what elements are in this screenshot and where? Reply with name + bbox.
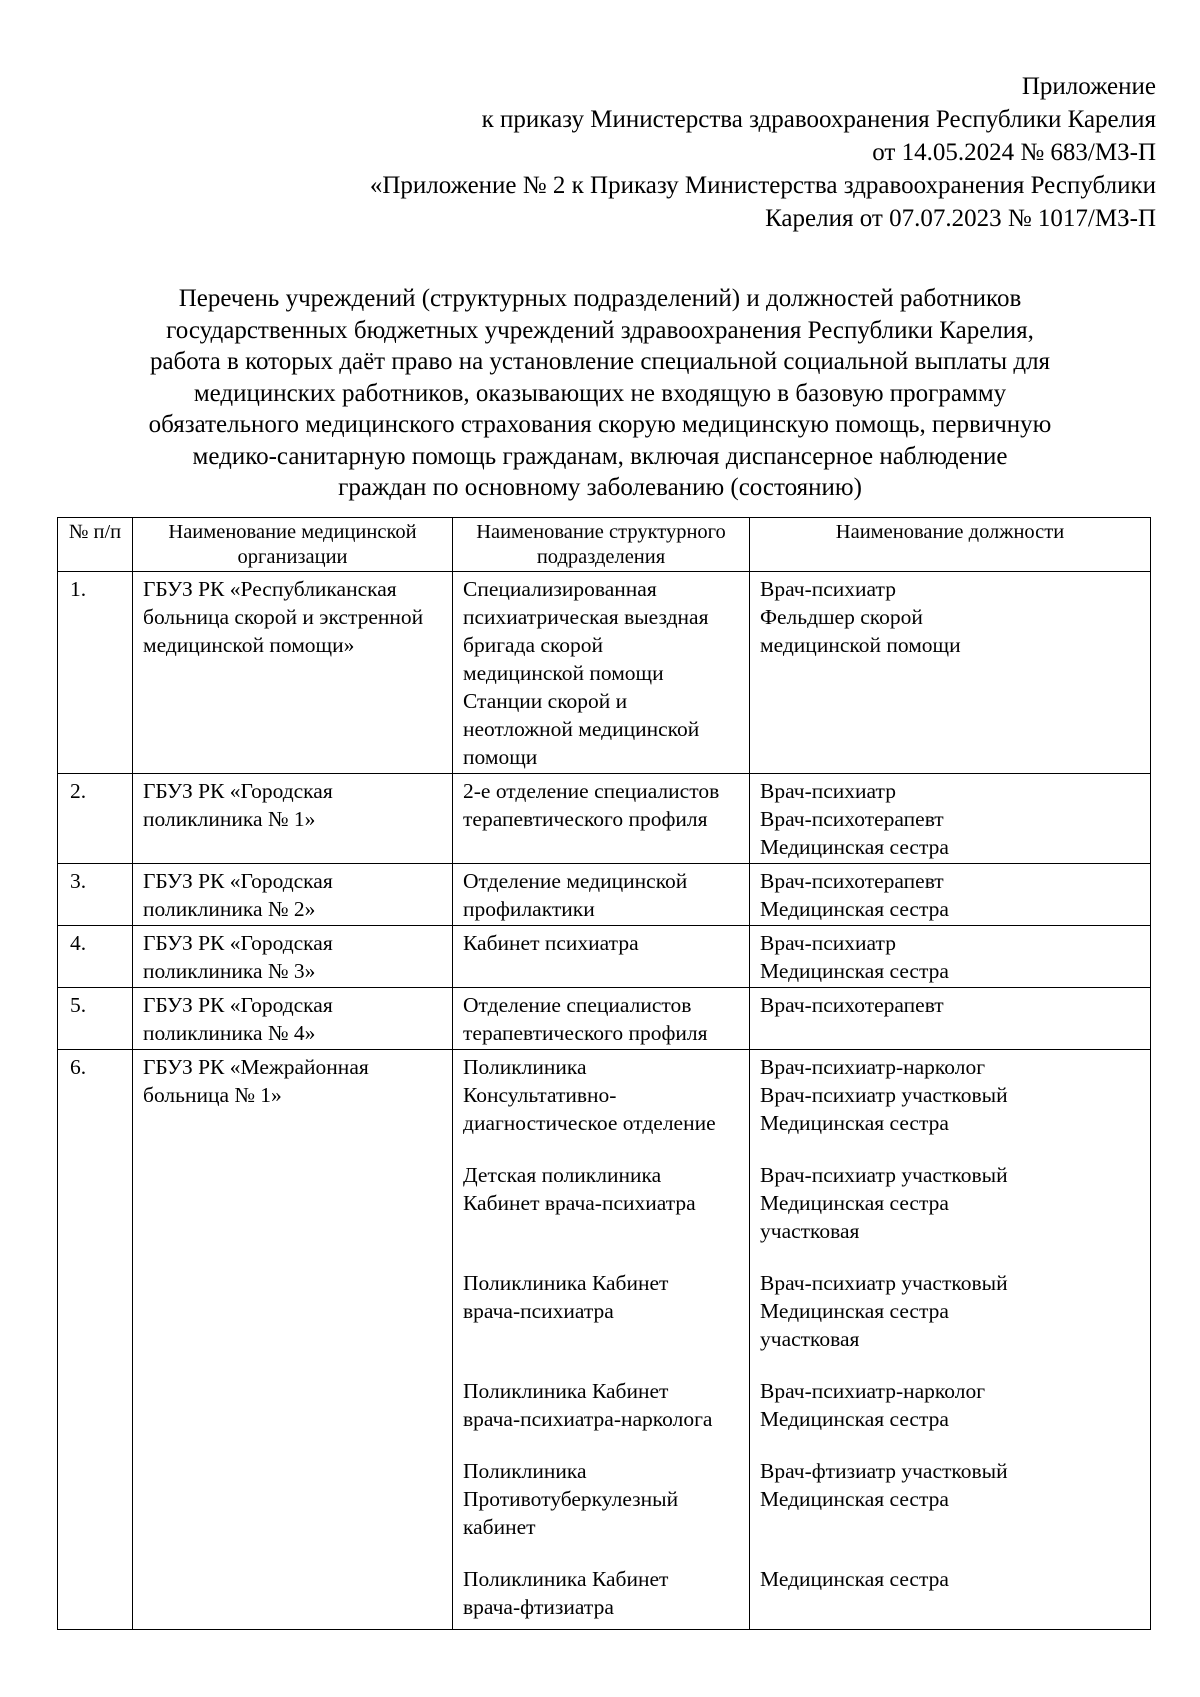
- position-line: медицинской помощи: [760, 633, 961, 657]
- organization-name: [133, 864, 453, 926]
- column-header-unit: Наименование структурного подразделения: [453, 518, 750, 572]
- table-row: [58, 774, 1151, 864]
- position-name: [750, 926, 1151, 988]
- header-line: к приказу Министерства здравоохранения Республики Карелия: [481, 106, 1156, 133]
- table-row: [58, 1050, 1151, 1630]
- unit-line: Кабинет врача-психиатра: [463, 1191, 696, 1215]
- position-entry: [760, 1377, 1140, 1433]
- unit-line: Поликлиника: [463, 1459, 587, 1483]
- position-entry: [760, 777, 1140, 861]
- organization-line: ГБУЗ РК «Городская: [143, 779, 333, 803]
- title-line: медико-санитарную помощь гражданам, включая диспансерное наблюдение: [192, 442, 1008, 470]
- position-line: Врач-психотерапевт: [760, 869, 944, 893]
- title-line: Перечень учреждений (структурных подразделений) и должностей работников: [178, 285, 1022, 312]
- header-line: от 14.05.2024 № 683/МЗ-П: [872, 139, 1156, 166]
- unit-entry: [463, 991, 739, 1047]
- institutions-table: [57, 517, 1151, 1630]
- unit-line: медицинской помощи: [463, 661, 664, 685]
- unit-line: Отделение специалистов: [463, 993, 692, 1017]
- column-header-organization: Наименование медицинской организации: [133, 518, 453, 572]
- unit-line: Консультативно-: [463, 1083, 617, 1107]
- position-line: Медицинская сестра: [760, 1299, 949, 1323]
- unit-entry: [463, 1161, 739, 1245]
- organization-line: медицинской помощи»: [143, 633, 355, 657]
- position-line: Медицинская сестра: [760, 1407, 949, 1431]
- organization-line: больница № 1»: [143, 1083, 282, 1107]
- unit-entry: [463, 575, 739, 771]
- unit-line: врача-психиатра-нарколога: [463, 1407, 713, 1431]
- organization-line: ГБУЗ РК «Городская: [143, 869, 333, 893]
- unit-line: Поликлиника: [463, 1055, 587, 1079]
- position-entry: [760, 929, 1140, 985]
- unit-line: Поликлиника Кабинет: [463, 1379, 669, 1403]
- organization-name: [133, 926, 453, 988]
- position-entry: [760, 1053, 1140, 1137]
- position-line: Медицинская сестра: [760, 1487, 949, 1511]
- row-number: 4.: [58, 926, 133, 988]
- organization-line: ГБУЗ РК «Межрайонная: [143, 1055, 369, 1079]
- position-line: Врач-психиатр: [760, 577, 896, 601]
- table-row: [58, 926, 1151, 988]
- position-entry: [760, 867, 1140, 923]
- position-line: Медицинская сестра: [760, 1567, 949, 1591]
- unit-entry: [463, 929, 739, 985]
- position-name: [750, 988, 1151, 1050]
- position-line: Медицинская сестра: [760, 959, 949, 983]
- organization-line: ГБУЗ РК «Республиканская: [143, 577, 397, 601]
- title-line: государственных бюджетных учреждений здравоохранения Республики Карелия,: [166, 316, 1034, 344]
- appendix-header: [156, 70, 1156, 235]
- position-line: Медицинская сестра: [760, 1111, 949, 1135]
- unit-name: [453, 926, 750, 988]
- column-header-number: № п/п: [58, 518, 133, 572]
- position-line: Врач-психиатр: [760, 931, 896, 955]
- position-line: Фельдшер скорой: [760, 605, 923, 629]
- unit-line: Поликлиника Кабинет: [463, 1271, 669, 1295]
- organization-line: больница скорой и экстренной: [143, 605, 424, 629]
- position-line: Врач-психотерапевт: [760, 807, 944, 831]
- unit-line: бригада скорой: [463, 633, 604, 657]
- title-line: обязательного медицинского страхования скорую медицинскую помощь, первичную: [148, 411, 1052, 438]
- organization-line: поликлиника № 3»: [143, 959, 316, 983]
- unit-line: помощи: [463, 745, 538, 769]
- table-header-row: [58, 518, 1151, 572]
- unit-line: Поликлиника Кабинет: [463, 1567, 669, 1591]
- position-entry: [760, 991, 1140, 1047]
- organization-name: [133, 988, 453, 1050]
- organization-line: ГБУЗ РК «Городская: [143, 931, 333, 955]
- title-line: медицинских работников, оказывающих не входящую в базовую программу: [193, 379, 1007, 407]
- position-entry: [760, 1565, 1140, 1621]
- position-entry: [760, 1269, 1140, 1353]
- position-name: [750, 1050, 1151, 1630]
- position-line: Медицинская сестра: [760, 835, 949, 859]
- unit-entry: [463, 1457, 739, 1541]
- row-number: 5.: [58, 988, 133, 1050]
- table-row: [58, 572, 1151, 774]
- position-entry: [760, 1457, 1140, 1541]
- position-line: Врач-психиатр участковый: [760, 1271, 1008, 1295]
- organization-line: ГБУЗ РК «Городская: [143, 993, 333, 1017]
- title-line: граждан по основному заболеванию (состоянию): [338, 474, 862, 501]
- unit-entry: [463, 867, 739, 923]
- position-line: Врач-психиатр-нарколог: [760, 1055, 986, 1079]
- unit-name: [453, 774, 750, 864]
- unit-name: [453, 572, 750, 774]
- position-line: Врач-психиатр участковый: [760, 1163, 1008, 1187]
- unit-name: [453, 988, 750, 1050]
- title-line: работа в которых даёт право на установление специальной социальной выплаты для: [149, 348, 1051, 375]
- position-entry: [760, 1161, 1140, 1245]
- column-header-position: Наименование должности: [750, 518, 1151, 572]
- organization-line: поликлиника № 2»: [143, 897, 316, 921]
- unit-line: Станции скорой и: [463, 689, 628, 713]
- unit-line: Противотуберкулезный: [463, 1487, 679, 1511]
- organization-name: [133, 572, 453, 774]
- organization-name: [133, 1050, 453, 1630]
- unit-line: профилактики: [463, 897, 595, 921]
- unit-line: неотложной медицинской: [463, 717, 700, 741]
- unit-entry: [463, 777, 739, 861]
- unit-entry: [463, 1053, 739, 1137]
- table-row: [58, 864, 1151, 926]
- organization-line: поликлиника № 1»: [143, 807, 316, 831]
- table-row: [58, 988, 1151, 1050]
- unit-line: психиатрическая выездная: [463, 605, 709, 629]
- unit-line: Кабинет психиатра: [463, 931, 639, 955]
- position-line: Врач-психиатр участковый: [760, 1083, 1008, 1107]
- unit-entry: [463, 1565, 739, 1621]
- unit-line: врача-психиатра: [463, 1299, 614, 1323]
- unit-line: терапевтического профиля: [463, 807, 708, 831]
- position-name: [750, 864, 1151, 926]
- position-name: [750, 572, 1151, 774]
- position-line: Врач-фтизиатр участковый: [760, 1459, 1008, 1483]
- header-line: «Приложение № 2 к Приказу Министерства здравоохранения Республики: [369, 172, 1156, 199]
- unit-entry: [463, 1269, 739, 1353]
- row-number: 1.: [58, 572, 133, 774]
- unit-line: Специализированная: [463, 577, 657, 601]
- unit-line: Детская поликлиника: [463, 1163, 662, 1187]
- unit-name: [453, 1050, 750, 1630]
- unit-entry: [463, 1377, 739, 1433]
- row-number: 2.: [58, 774, 133, 864]
- document-title: [60, 283, 1140, 504]
- organization-name: [133, 774, 453, 864]
- unit-line: Отделение медицинской: [463, 869, 688, 893]
- position-name: [750, 774, 1151, 864]
- position-line: Врач-психиатр-нарколог: [760, 1379, 986, 1403]
- unit-line: кабинет: [463, 1515, 536, 1539]
- row-number: 6.: [58, 1050, 133, 1630]
- header-line: Карелия от 07.07.2023 № 1017/МЗ-П: [765, 205, 1156, 232]
- table-body: [58, 572, 1151, 1630]
- unit-line: врача-фтизиатра: [463, 1595, 614, 1619]
- row-number: 3.: [58, 864, 133, 926]
- position-entry: [760, 575, 1140, 771]
- position-line: Медицинская сестра: [760, 897, 949, 921]
- position-line: Врач-психотерапевт: [760, 993, 944, 1017]
- unit-line: 2-е отделение специалистов: [463, 779, 720, 803]
- unit-line: диагностическое отделение: [463, 1111, 716, 1135]
- position-line: участковая: [760, 1327, 860, 1351]
- unit-line: терапевтического профиля: [463, 1021, 708, 1045]
- unit-name: [453, 864, 750, 926]
- position-line: Врач-психиатр: [760, 779, 896, 803]
- header-line: Приложение: [1021, 73, 1156, 100]
- organization-line: поликлиника № 4»: [143, 1021, 316, 1045]
- position-line: участковая: [760, 1219, 860, 1243]
- position-line: Медицинская сестра: [760, 1191, 949, 1215]
